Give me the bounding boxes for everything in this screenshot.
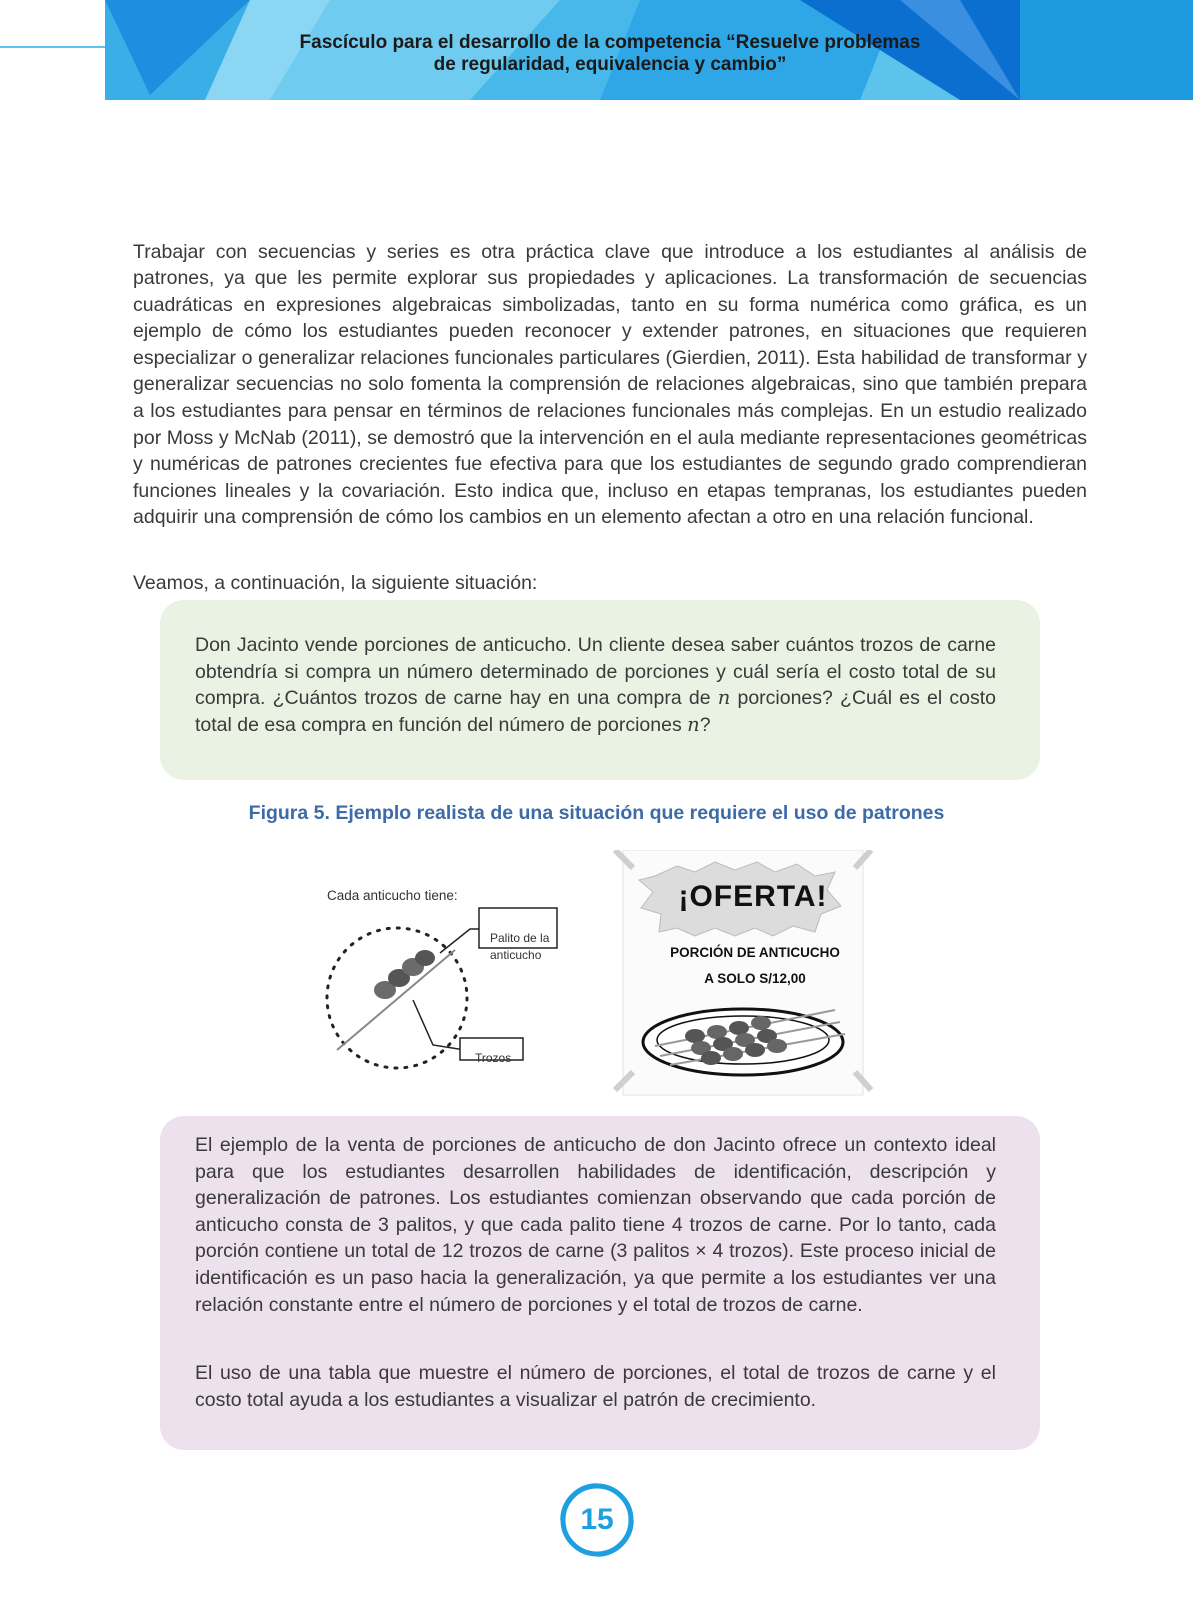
situation-text-c: ? — [699, 713, 711, 736]
situation-var-1: n — [717, 686, 731, 710]
page-number-text: 15 — [580, 1503, 614, 1536]
analysis-box — [160, 1116, 1040, 1450]
label-palito: Palito de la anticucho — [490, 931, 550, 962]
poster-precio: A SOLO S/12,00 — [704, 971, 806, 986]
analysis-paragraph-1: El ejemplo de la venta de porciones de anticucho de don Jacinto ofrece un contexto ideal para que los estudiantes desarrollen habilidades de identificación, descripción y generalización de patrones. Los estudiantes comienzan observando que cada porción de anticucho consta de 3 palitos, y que cada palito tiene 4 trozos de carne. Por lo tanto, cada porción contiene un total de 12 trozos de carne (3 palitos × 4 trozos). Este proceso inicial de identificación es un paso hacia la generalización, ya que permite a los estudiantes ver una relación constante entre el número de porciones y el total de trozos de carne. — [195, 1134, 996, 1316]
figure-anticucho — [315, 850, 895, 1105]
figure-heading: Cada anticucho tiene: — [327, 888, 458, 903]
poster-oferta: ¡OFERTA! — [678, 880, 828, 913]
situation-text-b: porciones? ¿Cuál es el costo total de esa compra en función del número de porciones — [195, 687, 996, 736]
situation-text — [195, 632, 996, 738]
situation-var-2: n — [687, 712, 700, 736]
poster-porcion: PORCIÓN DE ANTICUCHO — [670, 945, 840, 960]
page-number — [553, 1476, 641, 1564]
situation-box — [160, 600, 1040, 780]
situation-text-a: Don Jacinto vende porciones de anticucho. Un cliente desea saber cuántos trozos de carne obtendría si compra un número determinado de porciones y cuál sería el costo total de su compra. ¿Cuántos trozos de carne hay en una compra de — [195, 634, 996, 710]
header-title-line2: de regularidad, equivalencia y cambio” — [433, 54, 787, 75]
body-paragraph-2: Veamos, a continuación, la siguiente situación: — [133, 571, 538, 594]
analysis-paragraph-2: El uso de una tabla que muestre el número de porciones, el total de trozos de carne y el costo total ayuda a los estudiantes a visualizar el patrón de crecimiento. — [195, 1362, 996, 1411]
header-title-line1: Fascículo para el desarrollo de la competencia “Resuelve problemas — [299, 32, 921, 53]
figure-caption: Figura 5. Ejemplo realista de una situación que requiere el uso de patrones — [248, 802, 945, 824]
header-title — [190, 32, 1030, 76]
body-paragraph-1: Trabajar con secuencias y series es otra práctica clave que introduce a los estudiantes al análisis de patrones, ya que les permite explorar sus propiedades y aplicaciones. La transformación de secuencias cuadráticas en expresiones algebraicas simbolizadas, tanto en su forma numérica como gráfica, es un ejemplo de cómo los estudiantes pueden reconocer y extender patrones, en situaciones que requieren especializar o generalizar relaciones funcionales particulares (Gierdien, 2011). Esta habilidad de transformar y generalizar secuencias no solo fomenta la comprensión de relaciones algebraicas, sino que también prepara a los estudiantes para pensar en términos de relaciones funcionales más complejas. En un estudio realizado por Moss y McNab (2011), se demostró que la intervención en el aula mediante representaciones geométricas y numéricas de patrones crecientes fue efectiva para que los estudiantes de segundo grado comprendieran funciones lineales y la covariación. Esto indica que, incluso en etapas tempranas, los estudiantes pueden adquirir una comprensión de cómo los cambios en un elemento afectan a otro en una relación funcional. — [133, 240, 1087, 529]
page-header — [0, 0, 1193, 100]
label-trozos: Trozos — [475, 1051, 512, 1065]
